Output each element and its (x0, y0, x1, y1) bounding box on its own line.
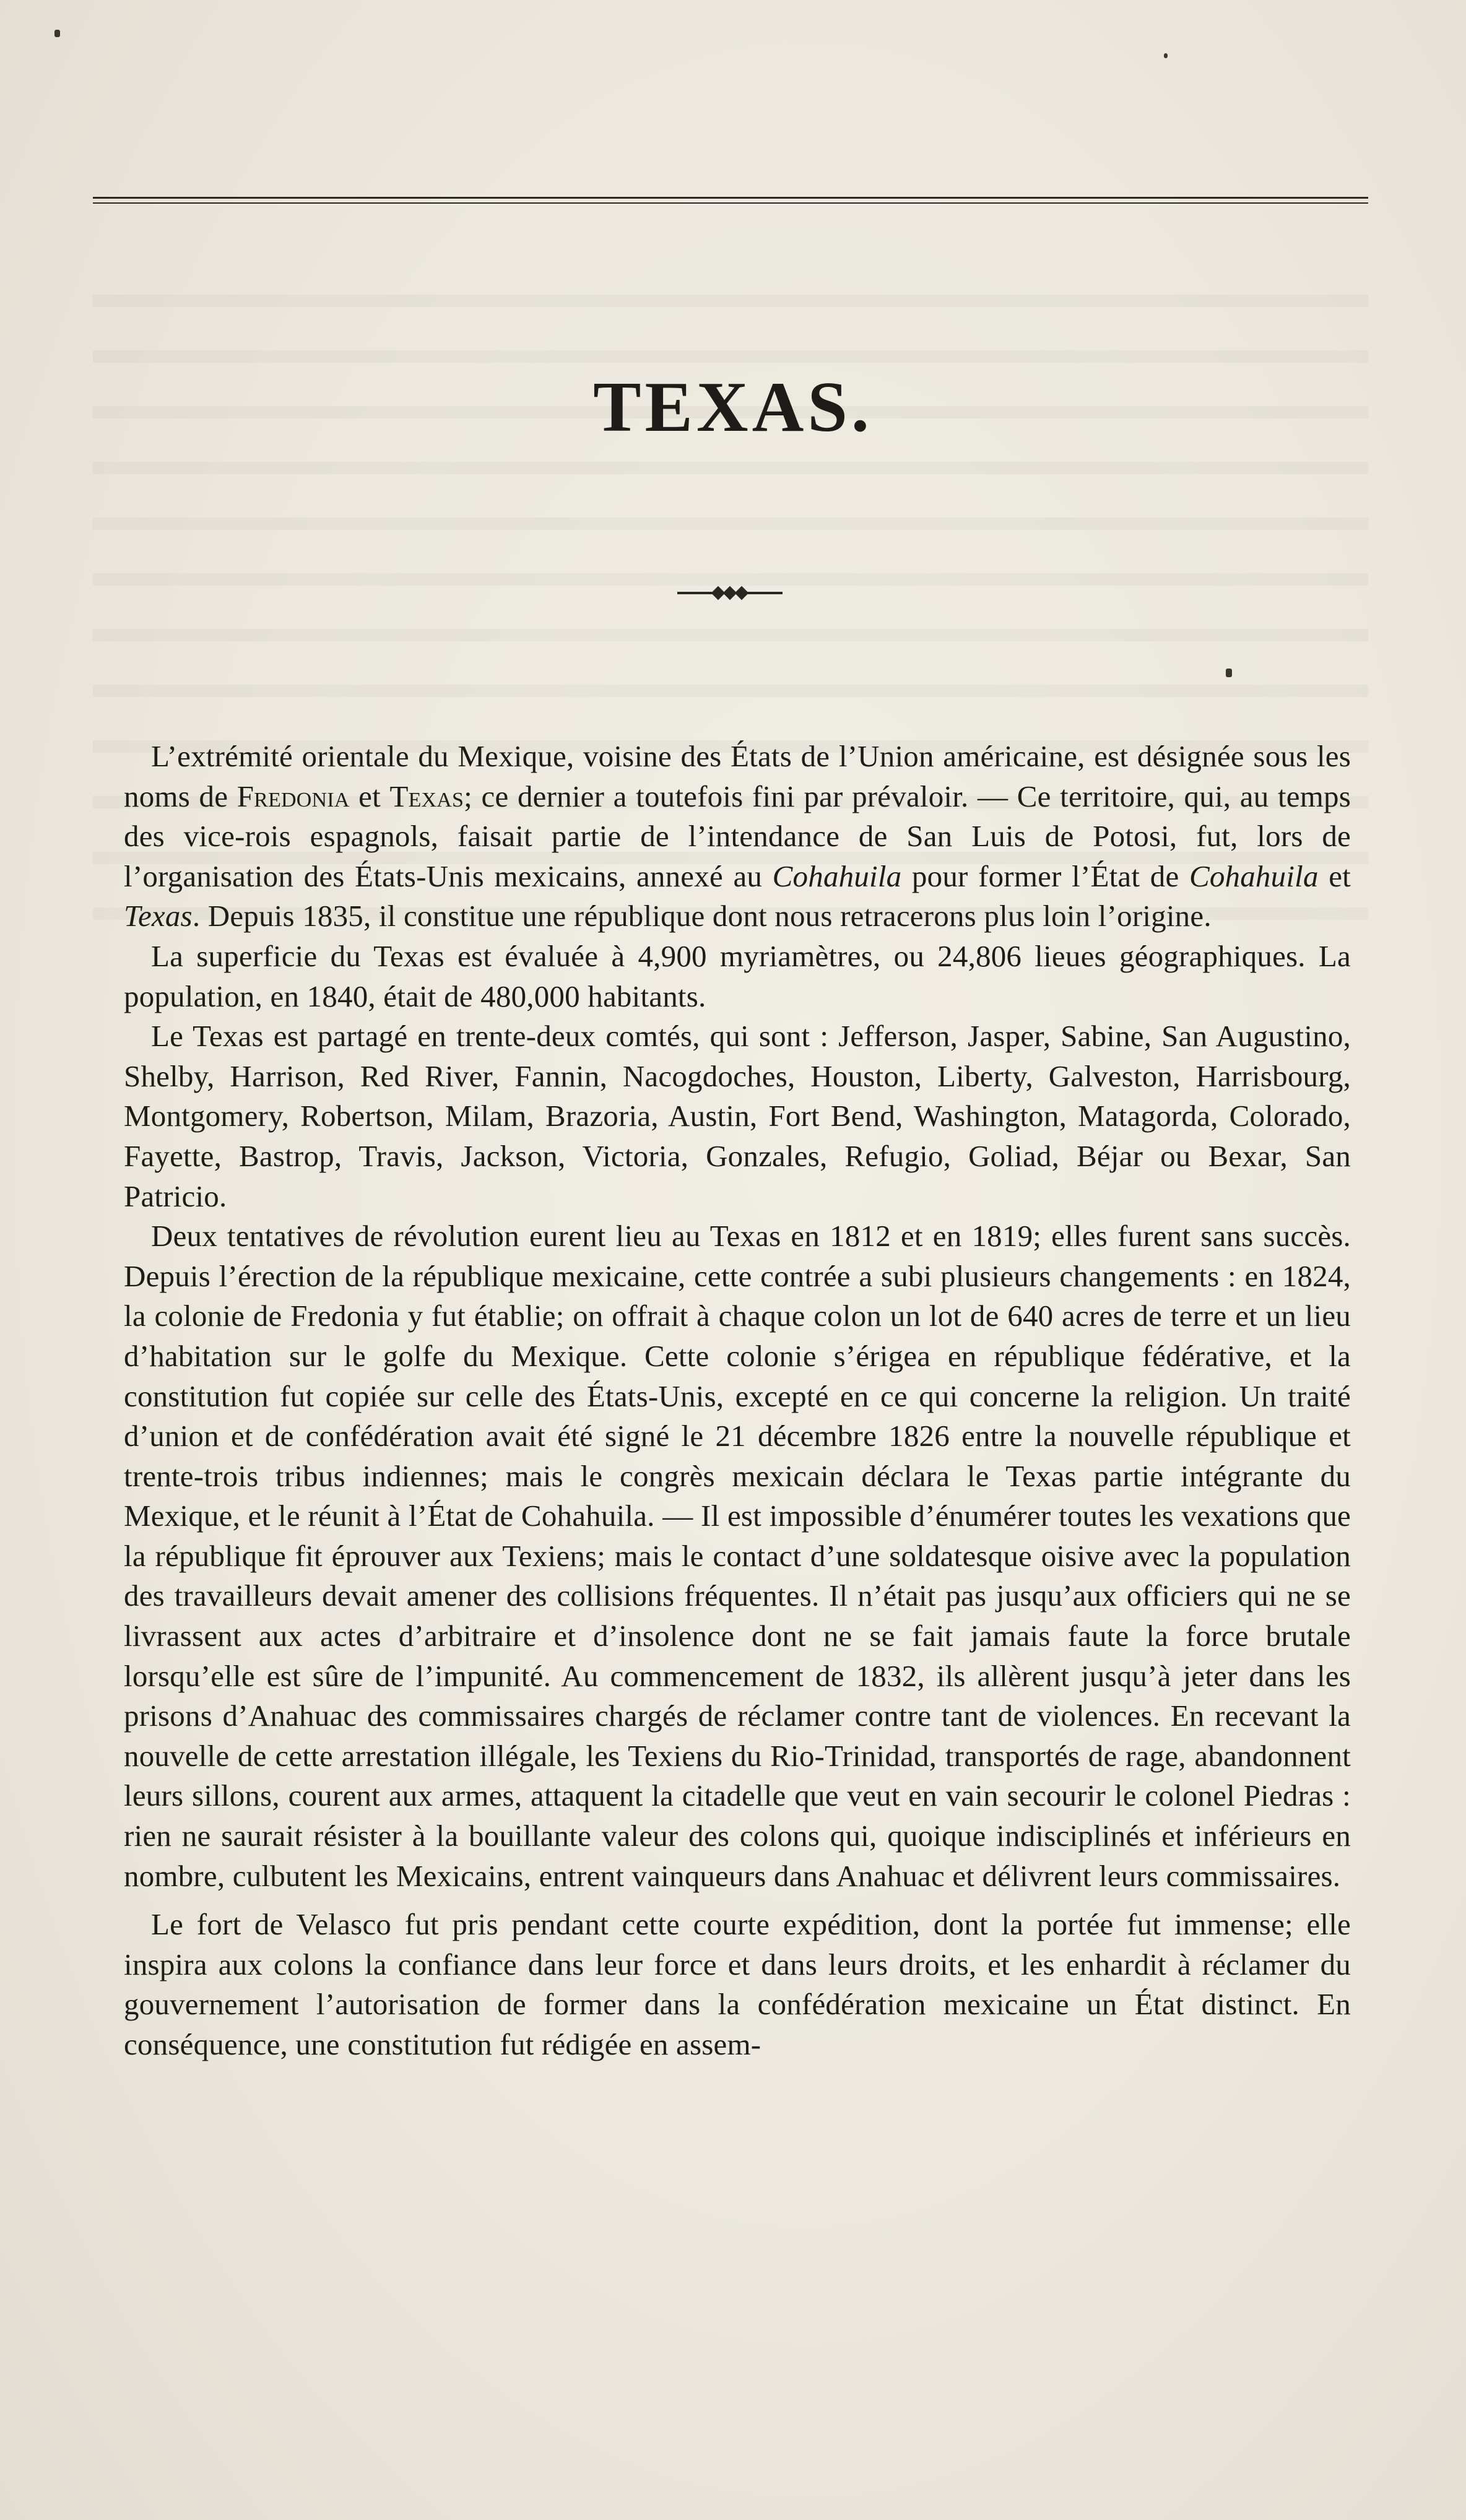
ink-speck (1164, 53, 1168, 58)
paragraph-2: La superficie du Texas est évaluée à 4,900 myriamètres, ou 24,806 lieues géographiques. La population, en 1840, était de 480,000 habitants. (124, 938, 1351, 1013)
paragraph-4: Deux tentatives de révolution eurent lieu au Texas en 1812 et en 1819; elles furent sans succès. Depuis l’érection de la république mexicaine, cette contrée a subi plusieurs changements : en 1824, la colonie de Fredonia y fut établie; on offrait à chaque colon un lot de 640 acres de terre et un lieu d’habitation sur le golfe du Mexique. Cette colonie s’érigea en république fédérative, et la constitution fut copiée sur celle des États-Unis, excepté en ce qui concerne la religion. Un traité d’union et de confédération avait été signé le 21 décembre 1826 entre la nouvelle république et trente-trois tribus indiennes; mais le congrès mexicain déclara le Texas partie intégrante du Mexique, et le réunit à l’État de Cohahuila. — Il est impossible d’énumérer toutes les vexations que la république fit éprouver aux Texiens; mais le contact d’une soldatesque oisive avec la population des travailleurs devait amener des collisions fréquentes. Il n’était pas jusqu’aux officiers qui ne se livrassent aux actes d’arbitraire et d’insolence dont ne se fait jamais faute la force brutale lorsqu’elle est sûre de l’impunité. Au commencement de 1832, ils allèrent jusqu’à jeter dans les prisons d’Anahuac des commissaires chargés de réclamer contre tant de violences. En recevant la nouvelle de cette arrestation illégale, les Texiens du Rio-Trinidad, transportés de rage, abandonnent leurs sillons, courent aux armes, attaquent la citadelle que veut en vain secourir le colonel Piedras : rien ne saurait résister à la bouillante valeur des colons qui, quoique indisciplinés et inférieurs en nombre, culbutent les Mexicains, entrent vainqueurs dans Anahuac et délivrent leurs commissaires. (124, 1219, 1351, 1893)
paragraph-1: L’extrémité orientale du Mexique, voisine des États de l’Union américaine, est désignée sous les noms de Fredonia et Texas; ce dernier a toutefois fini par prévaloir. — Ce territoire, qui, au temps des vice-rois espagnols, faisait partie de l’intendance de San Luis de Potosi, fut, lors de l’organisation des États-Unis mexicains, annexé au Cohahuila pour former l’État de Cohahuila et Texas. Depuis 1835, il constitue une république dont nous retracerons plus loin l’origine. (124, 739, 1351, 933)
paragraph-3: Le Texas est partagé en trente-deux comtés, qui sont : Jefferson, Jasper, Sabine, San Augustino, Shelby, Harrison, Red River, Fannin, Nacogdoches, Houston, Liberty, Galveston, Harrisbourg, Montgomery, Robertson, Milam, Brazoria, Austin, Fort Bend, Washington, Matagorda, Colorado, Fayette, Bastrop, Travis, Jackson, Victoria, Gonzales, Refugio, Goliad, Béjar ou Bexar, San Patricio. (124, 1019, 1351, 1213)
ink-speck (1226, 669, 1232, 677)
body-text (124, 737, 1351, 2065)
title-ornament (677, 587, 783, 599)
paragraph-5: Le fort de Velasco fut pris pendant cette courte expédition, dont la portée fut immense; elle inspira aux colons la confiance dans leur force et dans leurs droits, et les enhardit à réclamer du gouvernement l’autorisation de former dans la confédération mexicaine un État distinct. En conséquence, une constitution fut rédigée en assem- (124, 1907, 1351, 2061)
header-rule (93, 197, 1368, 204)
page-title: TEXAS. (593, 368, 873, 447)
ink-speck (54, 30, 60, 37)
show-through-text (93, 254, 1368, 811)
